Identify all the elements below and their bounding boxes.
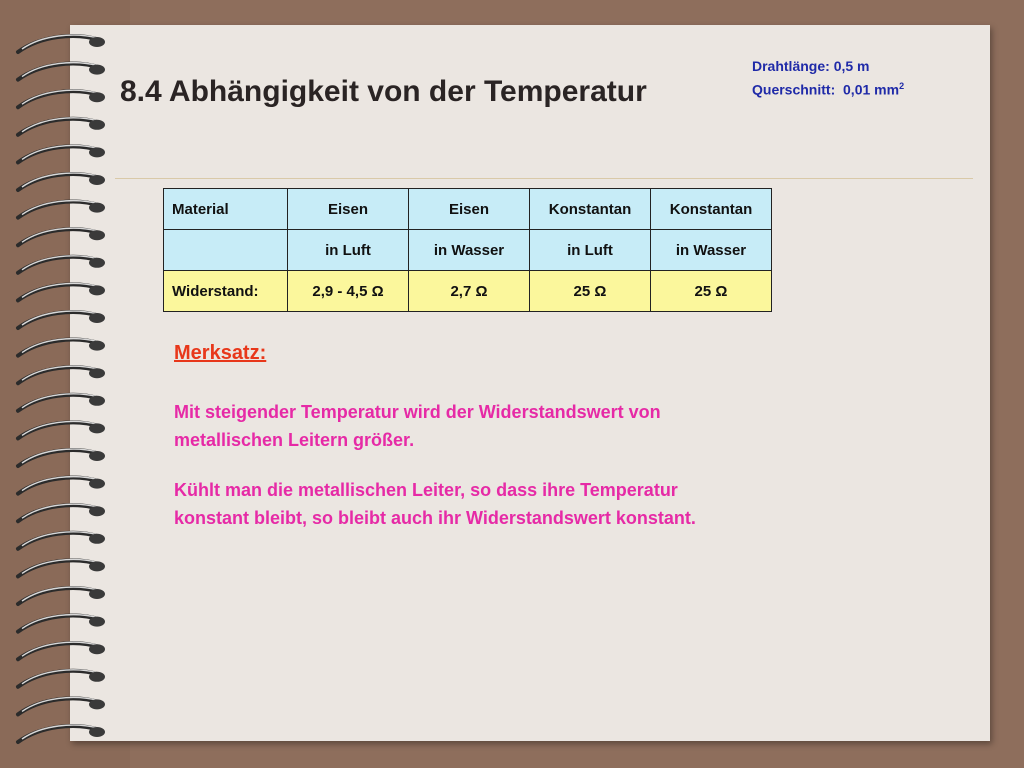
- table-cell: 2,9 - 4,5 Ω: [288, 271, 409, 312]
- spiral-coil: [18, 725, 105, 742]
- spiral-coil: [18, 256, 105, 273]
- table-cell: in Luft: [530, 230, 651, 271]
- spiral-coil: [18, 615, 105, 632]
- rule-paragraph-2: [174, 476, 894, 532]
- text-line: Mit steigender Temperatur wird der Widerstandswert von: [174, 402, 661, 422]
- spiral-coil: [18, 421, 105, 438]
- table-cell: 25 Ω: [651, 271, 772, 312]
- slide-title: 8.4 Abhängigkeit von der Temperatur: [120, 75, 647, 108]
- spiral-coil: [18, 173, 105, 190]
- spiral-coil: [18, 63, 105, 80]
- table-cell: 2,7 Ω: [409, 271, 530, 312]
- rule-paragraph-1: [174, 398, 894, 454]
- spiral-coil: [18, 201, 105, 218]
- table-cell: Eisen: [409, 189, 530, 230]
- table-cell: Eisen: [288, 189, 409, 230]
- text-line: Kühlt man die metallischen Leiter, so dass ihre Temperatur: [174, 480, 678, 500]
- table-cell: Material: [164, 189, 288, 230]
- spiral-coil: [18, 311, 105, 328]
- spiral-coil: [18, 366, 105, 383]
- table-row-resistance: [164, 271, 772, 312]
- spiral-coil: [18, 642, 105, 659]
- table-row-medium: [164, 230, 772, 271]
- wire-cross-section: Querschnitt: 0,01 $mm^2$: [752, 81, 905, 98]
- spiral-coil: [18, 477, 105, 494]
- spiral-coil: [18, 339, 105, 356]
- notebook-page: [70, 25, 990, 741]
- text-line: konstant bleibt, so bleibt auch ihr Widerstandswert konstant.: [174, 508, 696, 528]
- spiral-coil: [18, 35, 105, 52]
- wire-length: Drahtlänge: 0,5 m: [752, 58, 870, 74]
- wire-specs: [752, 56, 904, 100]
- spiral-coil: [18, 670, 105, 687]
- table-cell: [164, 230, 288, 271]
- spiral-coil: [18, 283, 105, 300]
- spiral-coil: [18, 118, 105, 135]
- table-cell: Konstantan: [530, 189, 651, 230]
- table-cell: in Luft: [288, 230, 409, 271]
- spiral-coil: [18, 559, 105, 576]
- spiral-coil: [18, 587, 105, 604]
- text-line: metallischen Leitern größer.: [174, 430, 415, 450]
- spiral-coil: [18, 394, 105, 411]
- resistance-table: [163, 188, 772, 312]
- spiral-binding: [0, 0, 130, 768]
- spiral-coil: [18, 449, 105, 466]
- table-cell: in Wasser: [651, 230, 772, 271]
- spiral-coil: [18, 90, 105, 107]
- merksatz-heading: Merksatz:: [174, 342, 267, 364]
- table-cell: Widerstand:: [164, 271, 288, 312]
- table-cell: 25 Ω: [530, 271, 651, 312]
- table-cell: in Wasser: [409, 230, 530, 271]
- spiral-coil: [18, 532, 105, 549]
- spiral-coil: [18, 145, 105, 162]
- spiral-coil: [18, 697, 105, 714]
- table-cell: Konstantan: [651, 189, 772, 230]
- divider-line: [115, 178, 973, 179]
- table-row-material: [164, 189, 772, 230]
- spiral-coil: [18, 504, 105, 521]
- spiral-coil: [18, 228, 105, 245]
